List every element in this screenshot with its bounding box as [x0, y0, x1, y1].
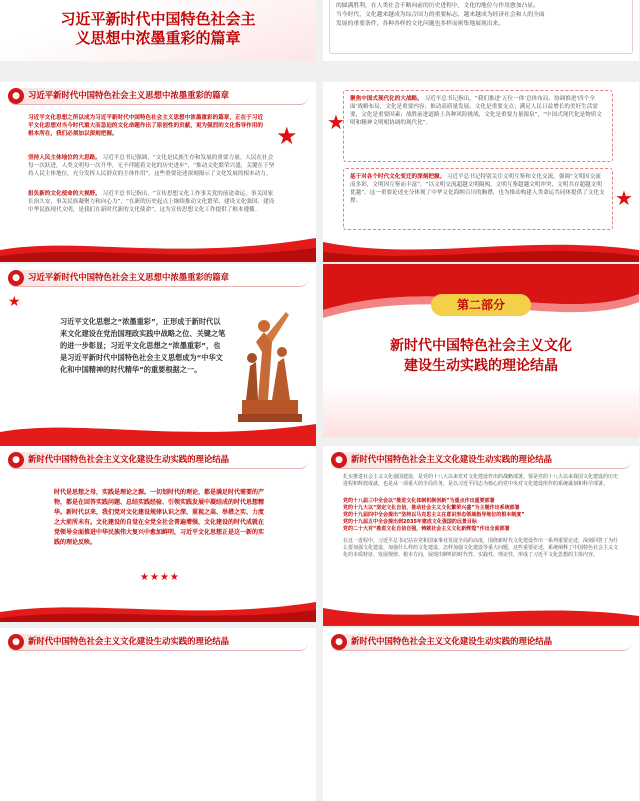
bullet-icon: ●: [331, 634, 347, 650]
star-icon: ★: [169, 572, 180, 583]
point-text: 习近平总书记强调，“文化是民族生存和发展的重要力量。人民在社会每一次跃进，人类文明每一次升华，无不伴随着文化的历史进步”，“推动文化繁荣兴盛，关键在于坚持人民主体地位，充分发挥人民群众的主体作用”。这些重要论述深刻揭示了文化发展的根本动力。: [28, 155, 275, 177]
star-row: [140, 572, 180, 583]
text-box: [329, 0, 633, 54]
text-box: [343, 90, 613, 162]
point-label: 坚持人民主体地位的大思路。: [28, 155, 101, 161]
paragraph: 时代是思想之母，实践是理论之源。一切划时代的理论，都是满足时代需要的产物，都是在回答实践问题、总结实践经验、引领实践发展中凝结成的时代思想精华。新时代以来，我们党对文化建设规律认识之深、重视之高、举措之实、力度之大前所未有。文化建设的自觉在全党全社会普遍增强，文化建设的时代成就在党领导全面推进中华民族伟大复兴中愈加鲜明，习近平文化思想正是这一新的实践的理论反映。: [54, 489, 265, 546]
closing-paragraph: 在这一进程中，习近平总书记站在党和国家事业发展全局的高度，围绕新时代文化建设作出一系列重要论述，深刻回答了为什么要加强文化建设、加强什么样的文化建设、怎样加强文化建设等重大问题。这些重要论述，系统阐释了中国特色社会主义文化的本质特征、发展规律、根本方向，展现出鲜明的时代性、实践性、理论性，形成了习近平文化思想的主体内容。: [343, 538, 619, 558]
slide-9[interactable]: [0, 628, 316, 801]
block-label: 基于对各个时代文化变迁的深刻把握。: [350, 174, 446, 180]
point-2: [28, 190, 278, 214]
decorative-wave: [0, 416, 316, 446]
slide-header: [323, 628, 639, 654]
bullet-icon: ●: [8, 452, 24, 468]
slide-8[interactable]: [323, 446, 639, 619]
intro-paragraph: 扎实推进社会主义文化强国建设，是党的十八大以来党对文化建设作出的战略部署，要是党的十八大以来我国文化建设的历史进程和辉煌成就，也是从一项重大的全局任务，是以习近平同志为核心的党中央对文化建设所作的系统谋划和科学部署。: [343, 474, 619, 487]
slide-6[interactable]: [323, 264, 639, 437]
bullet-icon: ●: [331, 452, 347, 468]
monument-image: [228, 302, 308, 422]
slide-header-title: 新时代中国特色社会主义文化建设生动实践的理论结晶: [28, 636, 229, 646]
point-1: [28, 154, 278, 178]
slide-5[interactable]: [0, 264, 316, 437]
slide-4[interactable]: [323, 82, 639, 255]
star-icon: ★: [327, 110, 345, 134]
star-icon: ★: [8, 294, 21, 310]
star-icon: ★: [615, 186, 633, 210]
paragraph-line: 当今时代，文化越来越成为综合国力的重要标志，越来越成为经济社会和人的全面: [336, 12, 545, 18]
paragraph: [350, 173, 606, 205]
milestone-list: [343, 498, 619, 533]
block-text: 习近平总书记指出，“我们推进‘五位一体’总体布局、协调推进‘四个全面’战略布局，文化是重要内容；推动高质量发展，文化是重要支点；满足人民日益增长的美好生活需要，文化是重要因素；战胜前进道路上各种风险挑战，文化是重要力量源泉”，“中国式现代化是物质文明和精神文明相协调的现代化”。: [350, 96, 602, 126]
text-box: [343, 168, 613, 230]
list-item: 党的十九届五中全会提出到2035年建成文化强国的远景目标: [343, 519, 477, 525]
list-item: 党的二十大对“推进文化自信自强，铸就社会主义文化新辉煌”作出全面部署: [343, 526, 510, 532]
list-item: 党的十九大以“坚定文化自信，推动社会主义文化繁荣兴盛”为主题作出系统部署: [343, 505, 520, 511]
section-title: [331, 336, 631, 376]
paragraph-line: 发展的重要条件，各种各样的文化问题也多样而密集地展现出来。: [336, 21, 505, 27]
section-title-line: 建设生动实践的理论结晶: [404, 358, 558, 374]
slide-header-title: 新时代中国特色社会主义文化建设生动实践的理论结晶: [351, 636, 552, 646]
slide-header-title: 新时代中国特色社会主义文化建设生动实践的理论结晶: [28, 454, 229, 464]
quote-paragraph: 习近平文化思想之“浓墨重彩”，正形成于新时代以来文化建设在党治国理政实践中战略之位、关键之笔的进一步彰显；习近平文化思想之“浓墨重彩”，也是习近平新时代中国特色社会主义思想成为“中华文化和中国精神的时代精华”的重要根据之一。: [60, 317, 226, 374]
slide-1[interactable]: [0, 0, 316, 61]
section-title-line: 新时代中国特色社会主义文化: [390, 338, 572, 354]
decorative-wave: [0, 232, 316, 262]
slide-header: [0, 446, 316, 472]
star-icon: ★: [276, 122, 298, 150]
slide-header-title: 习近平新时代中国特色社会主义思想中浓墨重彩的篇章: [28, 90, 229, 100]
decorative-wave: [0, 592, 316, 622]
point-text: 习近平总书记指出，“宣传思想文化工作事关党的前途命运，事关国家长治久安，事关民族凝聚力和向心力”，“在新的历史起点上继续推动文化繁荣、建设文化强国、建设中华民族现代文明，是我们在新时代新的文化使命”。这为宣传思想文化工作提供了根本遵循。: [28, 191, 275, 213]
paragraph-line: 的圆满胜利，在人类社会不断向前的历史进程中，文化的地位与作用愈加凸显。: [336, 3, 539, 9]
paragraph: [336, 2, 626, 29]
point-label: 担负新的文化使命的大视野。: [28, 191, 101, 197]
slide-header-title: 新时代中国特色社会主义文化建设生动实践的理论结晶: [351, 454, 552, 464]
slide-header: [323, 446, 639, 472]
slide-header: [0, 628, 316, 654]
block-label: 聚焦中国式现代化的大战略。: [350, 96, 423, 102]
lead-paragraph: 习近平文化思想之所以成为习近平新时代中国特色社会主义思想中浓墨重彩的篇章，正在于习近平文化思想对当今时代重大而急迫的文化命题作出了原创性的贡献，更为强烈的文化指导作用的根本所在，我们必须加以深刻把握。: [28, 115, 263, 137]
slide-7[interactable]: [0, 446, 316, 619]
list-item: 党的十九届四中全会提出“坚持以马克思主义在意识形态领域指导地位的根本制度”: [343, 512, 525, 518]
star-icon: ★: [140, 572, 150, 583]
decorative-wave: [323, 596, 639, 626]
block-text: 习近平总书记特别关注文明互鉴和文化交流，强调“文明因交流而多彩，文明因互鉴而丰富”，“以文明交流超越文明隔阂、文明互鉴超越文明冲突、文明共存超越文明优越”。这一重要论述充分体现了中华文化海纳百川的胸襟，也为推动构建人类命运共同体提供了文化支撑。: [350, 174, 605, 204]
slide-header: [0, 264, 316, 290]
section-badge: 第二部分: [431, 294, 531, 316]
star-icon: ★: [149, 572, 160, 583]
paragraph: [350, 95, 606, 127]
star-icon: ★: [159, 572, 170, 583]
slide-header-title: 习近平新时代中国特色社会主义思想中浓墨重彩的篇章: [28, 272, 229, 282]
slide-title: [8, 10, 308, 48]
slide-header: [0, 82, 316, 108]
slide-3[interactable]: [0, 82, 316, 255]
slide-title-line: 义思想中浓墨重彩的篇章: [75, 29, 241, 47]
bullet-icon: ●: [8, 634, 24, 650]
slide-title-line: 习近平新时代中国特色社会主: [60, 10, 256, 28]
slide-10[interactable]: [323, 628, 639, 801]
bullet-icon: ●: [8, 88, 24, 104]
decorative-wave: [323, 232, 639, 262]
slide-2[interactable]: [323, 0, 639, 61]
bullet-icon: ●: [8, 270, 24, 286]
list-item: 党的十八届三中全会以“推进文化体制机制创新”为重点作出重要部署: [343, 498, 495, 504]
